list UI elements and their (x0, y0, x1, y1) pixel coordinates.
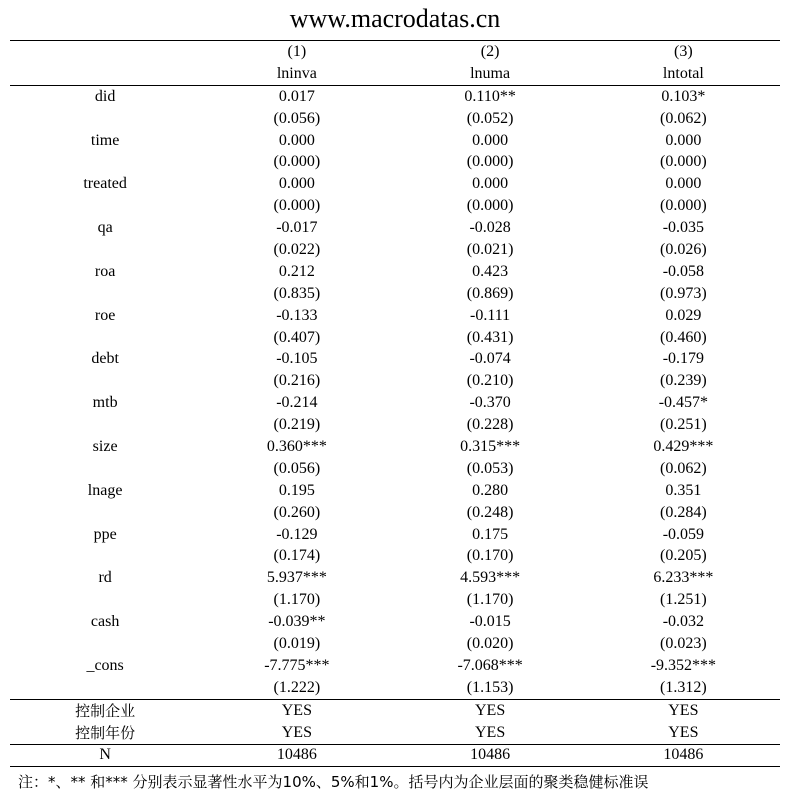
table-note: 注：*、** 和*** 分别表示显著性水平为10%、5%和1%。括号内为企业层面的聚类稳健标准误 (18, 773, 649, 791)
coefficient-cell: 0.000 (278, 131, 315, 149)
coefficient-cell: 0.017 (278, 87, 315, 105)
std-error-cell: (0.000) (660, 153, 707, 171)
coefficient-cell: -0.074 (469, 350, 511, 368)
coefficient-cell: -0.179 (662, 350, 705, 368)
coefficient-cell: -0.129 (276, 525, 318, 543)
se-empty-cell (10, 239, 200, 261)
se-empty-cell (10, 589, 200, 611)
control-row (10, 699, 780, 721)
se-row (10, 151, 780, 173)
std-error-cell: (0.056) (273, 109, 321, 127)
std-error-cell: (0.239) (660, 372, 707, 390)
coef-row (10, 85, 780, 107)
observations-value: 10486 (393, 744, 586, 767)
coefficient-cell: 0.351 (665, 481, 702, 499)
coefficient-cell: 5.937*** (266, 569, 327, 587)
se-empty-cell (10, 633, 200, 655)
coef-row (10, 480, 780, 502)
variable-name: roe (94, 306, 116, 324)
coef-row (10, 611, 780, 633)
std-error-cell: (0.219) (273, 416, 321, 434)
std-error-cell: (1.312) (660, 678, 707, 696)
observations-row (10, 744, 780, 767)
coefficient-cell: 0.000 (472, 131, 509, 149)
std-error-cell: (0.284) (660, 503, 707, 521)
column-number: (3) (587, 41, 780, 63)
se-row (10, 677, 780, 699)
std-error-cell: (0.019) (273, 634, 321, 652)
coefficient-cell: 0.280 (472, 481, 509, 499)
std-error-cell: (0.248) (466, 503, 514, 521)
se-empty-cell (10, 414, 200, 436)
std-error-cell: (0.053) (466, 459, 514, 477)
variable-name: roa (94, 262, 116, 280)
coefficient-cell: 0.315*** (460, 437, 521, 455)
variable-name: did (94, 87, 116, 105)
coefficient-cell: -0.039** (268, 613, 326, 631)
se-empty-cell (10, 545, 200, 567)
std-error-cell: (0.021) (466, 240, 514, 258)
variable-name: cash (90, 613, 120, 631)
se-row (10, 239, 780, 261)
coefficient-cell: 0.000 (665, 175, 702, 193)
coefficient-cell: 6.233*** (653, 569, 714, 587)
std-error-cell: (0.251) (660, 416, 707, 434)
se-empty-cell (10, 677, 200, 699)
coefficient-cell: -0.133 (276, 306, 318, 324)
se-empty-cell (10, 502, 200, 524)
coefficient-cell: -0.028 (469, 219, 511, 237)
se-empty-cell (10, 195, 200, 217)
observations-label: N (10, 744, 200, 767)
coefficient-cell: 4.593*** (460, 569, 521, 587)
coef-row (10, 436, 780, 458)
control-value: YES (587, 699, 780, 721)
std-error-cell: (0.000) (273, 153, 321, 171)
coef-row (10, 392, 780, 414)
coefficient-cell: -0.058 (662, 262, 705, 280)
std-error-cell: (0.260) (273, 503, 321, 521)
control-row (10, 722, 780, 744)
std-error-cell: (1.153) (466, 678, 514, 696)
variable-name: debt (91, 350, 119, 368)
control-label: 控制年份 (75, 723, 136, 742)
coefficient-cell: 0.029 (665, 306, 702, 324)
coefficient-cell: -7.068*** (457, 656, 523, 674)
regression-table (10, 40, 780, 767)
std-error-cell: (0.973) (660, 284, 707, 302)
std-error-cell: (0.210) (466, 372, 514, 390)
coefficient-cell: 0.000 (278, 175, 315, 193)
coefficient-cell: -0.105 (276, 350, 318, 368)
coefficient-cell: 0.000 (472, 175, 509, 193)
coefficient-cell: -0.032 (662, 613, 705, 631)
std-error-cell: (0.062) (660, 459, 707, 477)
column-number: (2) (393, 41, 586, 63)
std-error-cell: (0.056) (273, 459, 321, 477)
std-error-cell: (1.222) (273, 678, 321, 696)
se-empty-cell (10, 327, 200, 349)
coefficient-cell: -0.457* (658, 394, 709, 412)
observations-value: 10486 (587, 744, 780, 767)
control-value: YES (668, 723, 699, 741)
std-error-cell: (0.460) (660, 328, 707, 346)
coef-row (10, 524, 780, 546)
variable-name: treated (83, 175, 127, 193)
variable-name: size (92, 437, 118, 455)
std-error-cell: (0.000) (660, 197, 707, 215)
coef-row (10, 130, 780, 152)
std-error-cell: (0.052) (466, 109, 514, 127)
observations-value: 10486 (200, 744, 393, 767)
se-empty-cell (10, 370, 200, 392)
variable-name: ppe (93, 525, 117, 543)
std-error-cell: (0.170) (466, 547, 514, 565)
std-error-cell: (0.000) (466, 197, 514, 215)
header-row-names (10, 63, 780, 85)
se-empty-cell (10, 151, 200, 173)
std-error-cell: (0.431) (466, 328, 514, 346)
std-error-cell: (0.835) (273, 284, 321, 302)
coefficient-cell: 0.110** (464, 87, 516, 105)
std-error-cell: (1.251) (660, 591, 707, 609)
coefficient-cell: -0.017 (276, 219, 318, 237)
coef-row (10, 173, 780, 195)
se-row (10, 370, 780, 392)
std-error-cell: (0.020) (466, 634, 514, 652)
header-row-numbers (10, 41, 780, 63)
std-error-cell: (0.000) (466, 153, 514, 171)
se-row (10, 195, 780, 217)
std-error-cell: (0.000) (273, 197, 321, 215)
std-error-cell: (0.062) (660, 109, 707, 127)
coef-row (10, 655, 780, 677)
coefficient-cell: -0.111 (470, 306, 511, 324)
std-error-cell: (0.216) (273, 372, 321, 390)
se-row (10, 458, 780, 480)
coefficient-cell: 0.360*** (266, 437, 327, 455)
std-error-cell: (0.022) (273, 240, 321, 258)
control-value: YES (281, 723, 312, 741)
coefficient-cell: -0.214 (276, 394, 318, 412)
column-name: lnuma (393, 63, 586, 85)
se-row (10, 502, 780, 524)
coef-row (10, 348, 780, 370)
se-row (10, 545, 780, 567)
column-name: lntotal (587, 63, 780, 85)
coefficient-cell: -0.035 (662, 219, 705, 237)
std-error-cell: (0.228) (466, 416, 514, 434)
se-empty-cell (10, 283, 200, 305)
std-error-cell: (0.407) (273, 328, 321, 346)
se-row (10, 108, 780, 130)
variable-name: time (90, 131, 120, 149)
variable-name: lnage (87, 481, 123, 499)
coefficient-cell: 0.000 (665, 131, 702, 149)
std-error-cell: (0.174) (273, 547, 321, 565)
coefficient-cell: -0.015 (469, 613, 511, 631)
coefficient-cell: 0.175 (472, 525, 509, 543)
se-empty-cell (10, 458, 200, 480)
se-empty-cell (10, 108, 200, 130)
control-value: YES (393, 699, 586, 721)
variable-name: _cons (86, 656, 124, 674)
coef-row (10, 567, 780, 589)
std-error-cell: (1.170) (273, 591, 321, 609)
coef-row (10, 261, 780, 283)
watermark-text: www.macrodatas.cn (289, 4, 501, 33)
se-row (10, 283, 780, 305)
std-error-cell: (0.205) (660, 547, 707, 565)
column-name: lninva (200, 63, 393, 85)
coefficient-cell: 0.212 (278, 262, 315, 280)
coefficient-cell: 0.195 (278, 481, 315, 499)
se-row (10, 589, 780, 611)
coefficient-cell: 0.423 (472, 262, 509, 280)
coefficient-cell: 0.103* (661, 87, 706, 105)
header-empty-cell (10, 41, 200, 63)
std-error-cell: (0.026) (660, 240, 707, 258)
control-value: YES (200, 699, 393, 721)
variable-name: rd (98, 569, 112, 587)
coefficient-cell: -7.775*** (264, 656, 330, 674)
variable-name: mtb (92, 394, 118, 412)
coef-row (10, 217, 780, 239)
coefficient-cell: -0.370 (469, 394, 511, 412)
control-label: 控制企业 (10, 699, 200, 721)
variable-name: qa (97, 219, 113, 237)
std-error-cell: (0.869) (466, 284, 514, 302)
coefficient-cell: -0.059 (662, 525, 705, 543)
control-value: YES (474, 723, 506, 741)
se-row (10, 414, 780, 436)
se-row (10, 633, 780, 655)
coefficient-cell: 0.429*** (653, 437, 714, 455)
std-error-cell: (1.170) (466, 591, 514, 609)
coef-row (10, 305, 780, 327)
header-empty-cell (10, 63, 200, 85)
se-row (10, 327, 780, 349)
column-number: (1) (200, 41, 393, 63)
std-error-cell: (0.023) (660, 634, 707, 652)
coefficient-cell: -9.352*** (650, 656, 717, 674)
